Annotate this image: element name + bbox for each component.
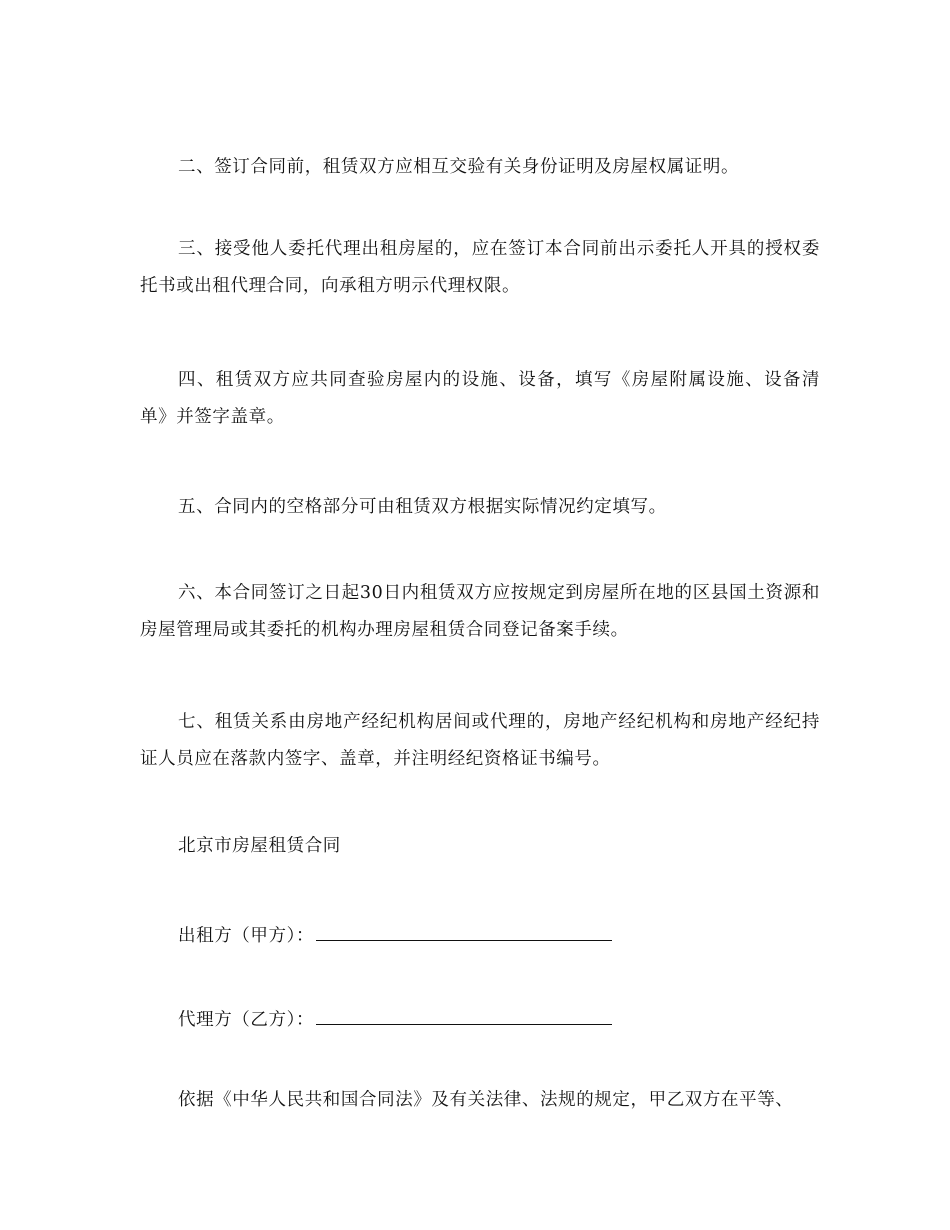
clause-6-paragraph: 六、本合同签订之日起30日内租赁双方应按规定到房屋所在地的区县国土资源和房屋管理局或其委托的机构办理房屋租赁合同登记备案手续。	[140, 583, 820, 640]
clause-3-paragraph: 三、接受他人委托代理出租房屋的，应在签订本合同前出示委托人开具的授权委托书或出租代理合同，向承租方明示代理权限。	[140, 239, 820, 296]
lessor-blank-line	[316, 914, 612, 941]
agent-blank-line	[316, 998, 612, 1025]
lessor-field	[178, 914, 612, 955]
clause-7-paragraph: 七、租赁关系由房地产经纪机构居间或代理的，房地产经纪机构和房地产经纪持证人员应在落款内签字、盖章，并注明经纪资格证书编号。	[140, 712, 820, 769]
lessor-label: 出租方（甲方）：	[178, 926, 315, 946]
clause-4-paragraph: 四、租赁双方应共同查验房屋内的设施、设备，填写《房屋附属设施、设备清单》并签字盖章。	[140, 370, 820, 427]
clause-5-paragraph: 五、合同内的空格部分可由租赁双方根据实际情况约定填写。	[178, 497, 667, 517]
legal-basis-paragraph: 依据《中华人民共和国合同法》及有关法律、法规的规定，甲乙双方在平等、	[178, 1090, 794, 1110]
clause-2-paragraph: 二、签订合同前，租赁双方应相互交验有关身份证明及房屋权属证明。	[178, 157, 740, 177]
contract-title: 北京市房屋租赁合同	[178, 836, 341, 856]
agent-field	[178, 998, 612, 1039]
agent-label: 代理方（乙方）：	[178, 1010, 315, 1030]
